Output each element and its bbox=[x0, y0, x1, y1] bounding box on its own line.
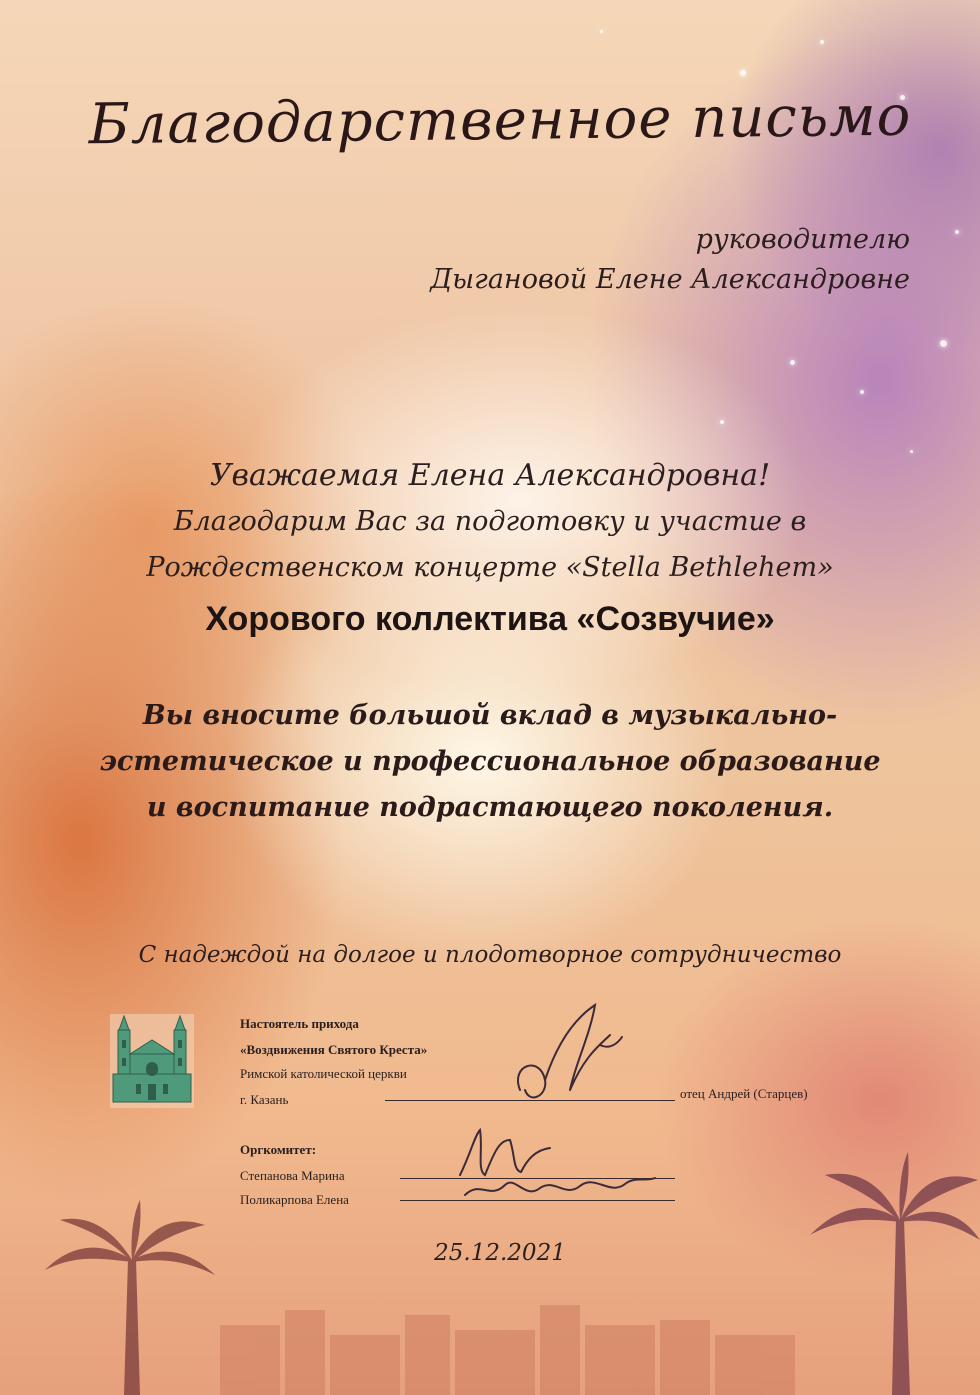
sparkle bbox=[600, 30, 603, 33]
sparkle bbox=[910, 450, 913, 453]
sparkle bbox=[820, 40, 824, 44]
contribution-line: эстетическое и профессиональное образование bbox=[99, 746, 881, 777]
rector-line: Римской католической церкви bbox=[240, 1066, 407, 1081]
orgcommittee-member: Степанова Марина bbox=[240, 1168, 345, 1183]
rector-signature bbox=[500, 995, 650, 1115]
sparkle bbox=[740, 70, 746, 76]
sparkle bbox=[790, 360, 795, 365]
certificate-title: Благодарственное письмо bbox=[88, 83, 912, 158]
church-icon bbox=[110, 1014, 194, 1108]
closing-wish: С надеждой на долгое и плодотворное сотрудничество bbox=[138, 942, 842, 968]
sparkle bbox=[940, 340, 947, 347]
collective-name: Хорового коллектива «Созвучие» bbox=[205, 600, 775, 638]
contribution-line: Вы вносите большой вклад в музыкально- bbox=[142, 700, 838, 731]
contribution-line: и воспитание подрастающего поколения. bbox=[146, 792, 834, 823]
thanks-line: Благодарим Вас за подготовку и участие в bbox=[173, 506, 807, 537]
recipient-name: Дыгановой Елене Александровне bbox=[430, 264, 910, 295]
rector-line: «Воздвижения Святого Креста» bbox=[240, 1042, 428, 1057]
issue-date: 25.12.2021 bbox=[434, 1240, 566, 1266]
greeting: Уважаемая Елена Александровна! bbox=[209, 458, 771, 493]
city-skyline-decoration bbox=[0, 1275, 980, 1395]
rector-line: Настоятель прихода bbox=[240, 1016, 359, 1031]
rector-name: отец Андрей (Старцев) bbox=[680, 1086, 808, 1101]
committee-signature bbox=[460, 1160, 660, 1210]
sparkle bbox=[720, 420, 724, 424]
rector-line: г. Казань bbox=[240, 1092, 289, 1107]
recipient-role: руководителю bbox=[695, 224, 910, 255]
sparkle bbox=[955, 230, 959, 234]
orgcommittee-label: Оргкомитет: bbox=[240, 1142, 317, 1157]
sparkle bbox=[860, 390, 864, 394]
thanks-line: Рождественском концерте «Stella Bethlehem» bbox=[146, 552, 834, 583]
orgcommittee-member: Поликарпова Елена bbox=[240, 1192, 349, 1207]
